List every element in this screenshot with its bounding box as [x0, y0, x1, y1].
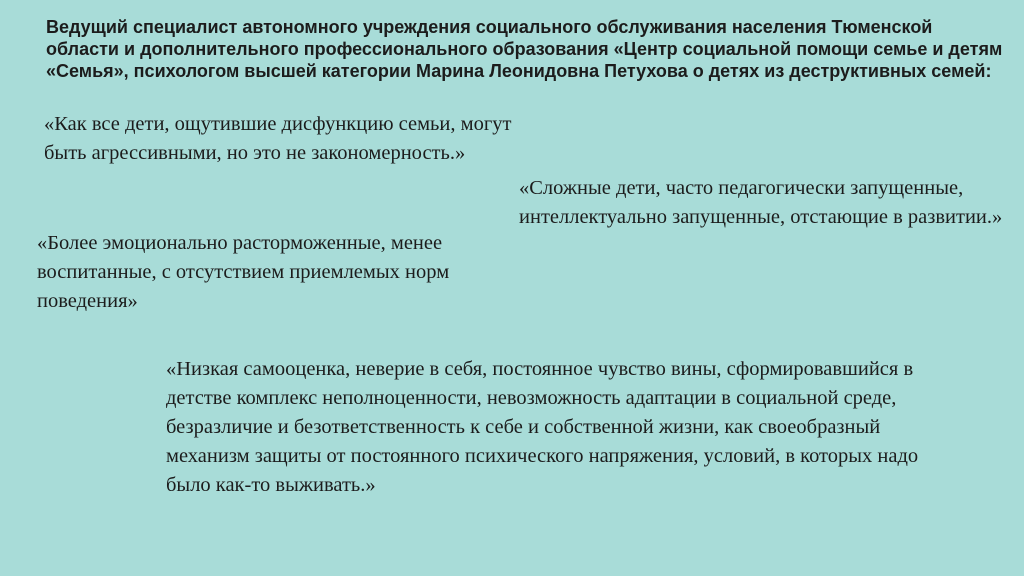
slide-heading: Ведущий специалист автономного учреждения социального обслуживания населения Тюменской области и дополнительного профессионального образования «Центр социальной помощи семье и детям «Семья», психологом высшей категории Марина Леонидовна Петухова о детях из деструктивных семей:: [46, 17, 1003, 81]
quote-aggression: «Как все дети, ощутившие дисфункцию семьи, могут быть агрессивными, но это не закономерность.»: [44, 113, 512, 164]
quote-difficult-children: «Сложные дети, часто педагогически запущенные, интеллектуально запущенные, отстающие в развитии.»: [519, 177, 1003, 228]
quote-self-esteem: «Низкая самооценка, неверие в себя, постоянное чувство вины, сформировавшийся в детстве комплекс неполноценности, невозможность адаптации в социальной среде, безразличие и безответственность к себе и собственной жизни, как своеобразный механизм защиты от постоянного психического напряжения, условий, в которых надо было как-то выживать.»: [166, 358, 919, 496]
quote-emotional: «Более эмоционально расторможенные, менее воспитанные, с отсутствием приемлемых норм поведения»: [37, 232, 450, 312]
